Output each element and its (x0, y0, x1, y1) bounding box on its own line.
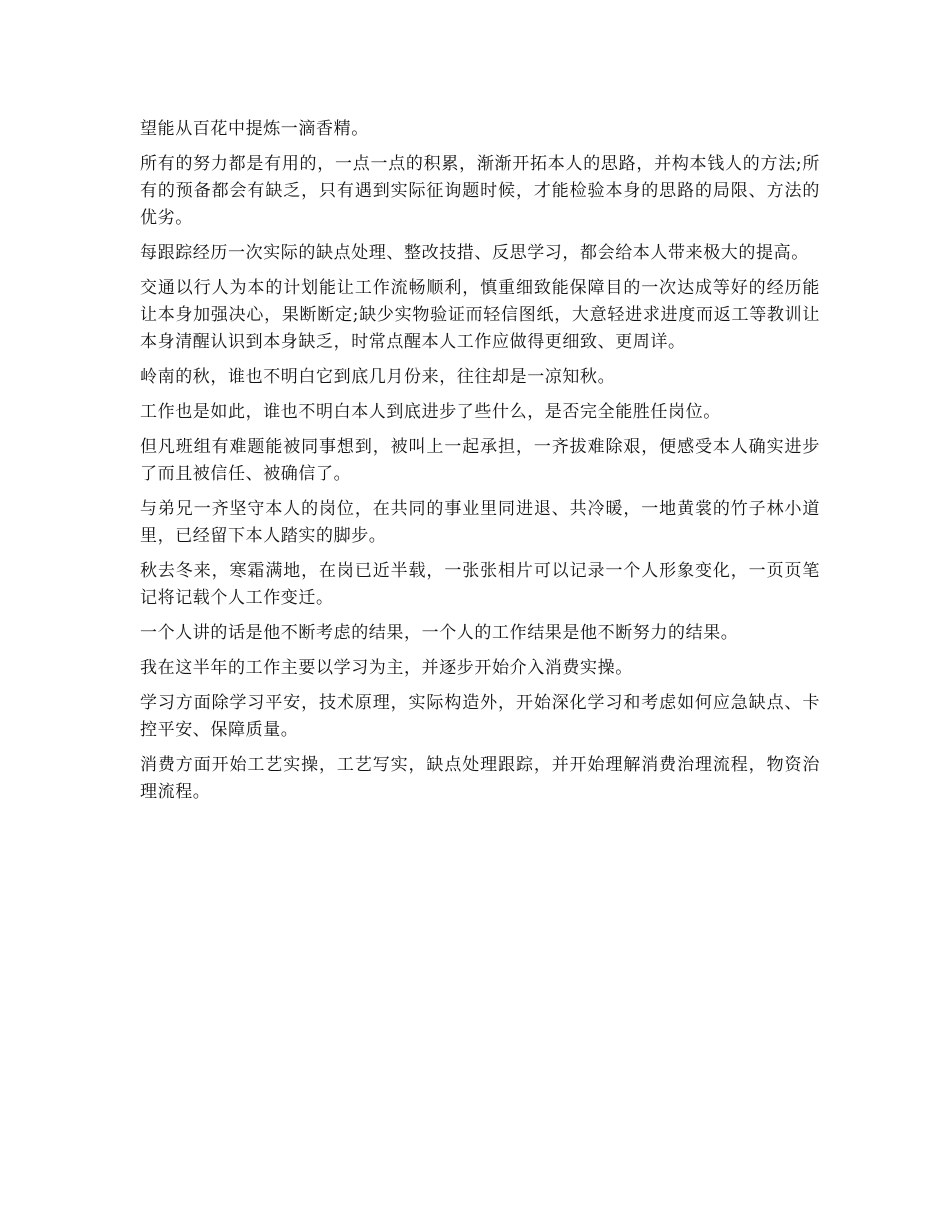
paragraph-12: 学习方面除学习平安，技术原理，实际构造外，开始深化学习和考虑如何应急缺点、卡控平安、保障质量。 (140, 693, 820, 740)
paragraph-3: 每跟踪经历一次实际的缺点处理、整改技措、反思学习，都会给本人带来极大的提高。 (140, 243, 809, 263)
paragraph-5: 岭南的秋，谁也不明白它到底几月份来，往往却是一凉知秋。 (140, 367, 616, 387)
document-body (140, 116, 820, 806)
paragraph-11: 我在这半年的工作主要以学习为主，并逐步开始介入消费实操。 (140, 658, 633, 678)
paragraph-1: 望能从百花中提炼一滴香精。 (140, 119, 369, 139)
paragraph-7: 但凡班组有难题能被同事想到，被叫上一起承担，一齐拔难除艰，便感受本人确实进步了而且被信任、被确信了。 (140, 437, 820, 484)
paragraph-2: 所有的努力都是有用的，一点一点的积累，渐渐开拓本人的思路，并构本钱人的方法;所有的预备都会有缺乏，只有遇到实际征询题时候，才能检验本身的思路的局限、方法的优劣。 (140, 154, 820, 228)
paragraph-10: 一个人讲的话是他不断考虑的结果，一个人的工作结果是他不断努力的结果。 (140, 623, 739, 643)
paragraph-8: 与弟兄一齐坚守本人的岗位，在共同的事业里同进退、共冷暖，一地黄裳的竹子林小道里，已经留下本人踏实的脚步。 (140, 499, 820, 546)
paragraph-6: 工作也是如此，谁也不明白本人到底进步了些什么，是否完全能胜任岗位。 (140, 402, 721, 422)
paragraph-4: 交通以行人为本的计划能让工作流畅顺利，慎重细致能保障目的一次达成等好的经历能让本身加强决心，果断断定;缺少实物验证而轻信图纸，大意轻进求进度而返工等教训让本身清醒认识到本身缺乏，时常点醒本人工作应做得更细致、更周详。 (140, 278, 820, 352)
paragraph-13: 消费方面开始工艺实操，工艺写实，缺点处理跟踪，并开始理解消费治理流程，物资治理流程。 (140, 755, 820, 802)
paragraph-9: 秋去冬来，寒霜满地，在岗已近半载，一张张相片可以记录一个人形象变化，一页页笔记将记载个人工作变迁。 (140, 561, 820, 608)
